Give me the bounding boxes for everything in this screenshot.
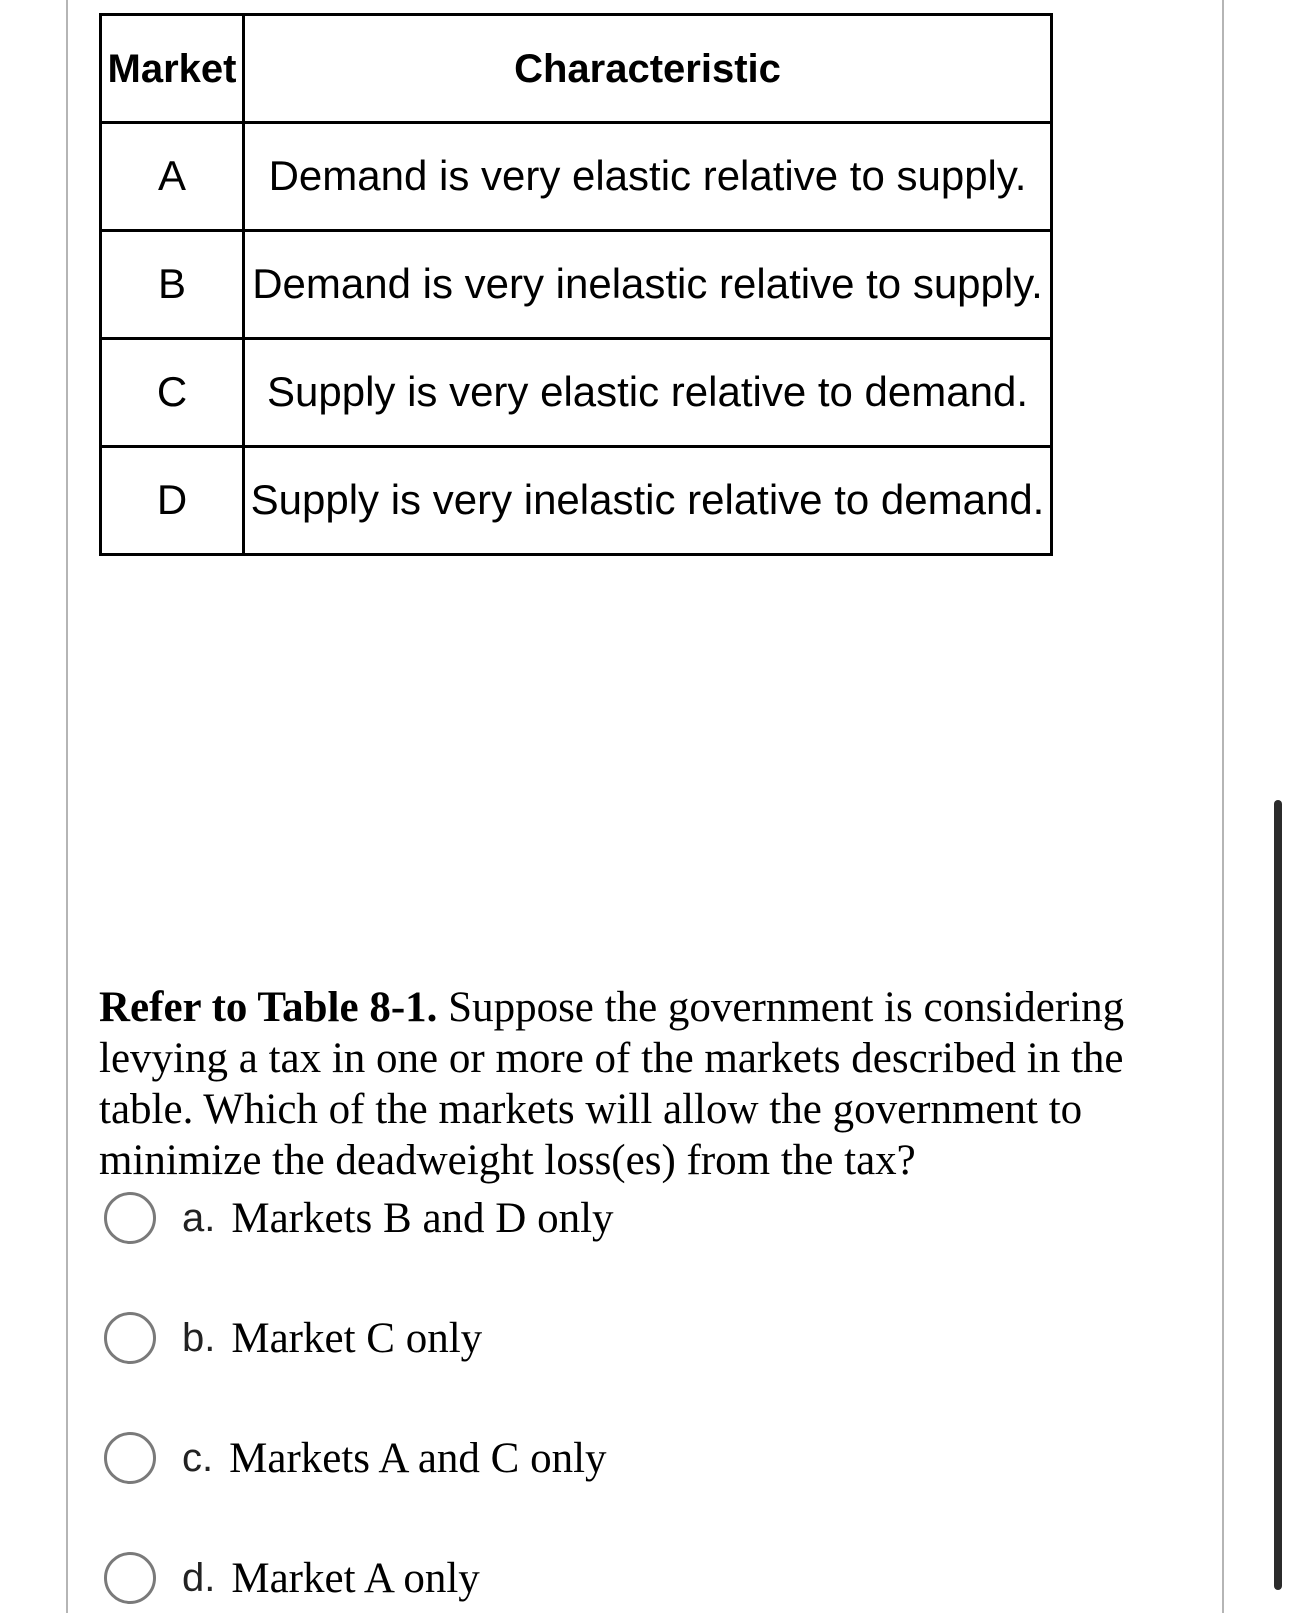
market-cell: C [101,339,244,447]
content-frame-right-border [1222,0,1224,1613]
market-cell: D [101,447,244,555]
radio-button-icon[interactable] [104,1312,156,1364]
table-row [101,447,1052,555]
market-cell: A [101,123,244,231]
question-lead: Refer to Table 8-1. [99,984,438,1031]
radio-button-icon[interactable] [104,1432,156,1484]
option-a[interactable] [104,1188,614,1248]
market-cell: B [101,231,244,339]
market-table [99,13,1053,556]
option-label[interactable]: Markets A and C only [229,1434,607,1482]
option-letter: a. [182,1195,216,1240]
table-row [101,123,1052,231]
radio-button-icon[interactable] [104,1192,156,1244]
option-b[interactable] [104,1308,482,1368]
content-frame-left-border [66,0,68,1613]
characteristic-cell: Supply is very elastic relative to demand. [244,339,1052,447]
radio-button-icon[interactable] [104,1552,156,1604]
question-text [99,982,1169,1186]
characteristic-column-header: Characteristic [244,15,1052,123]
option-d[interactable] [104,1548,480,1608]
market-column-header [101,15,244,123]
option-label[interactable]: Market C only [231,1314,483,1362]
option-label[interactable]: Market A only [231,1554,480,1602]
characteristic-cell: Supply is very inelastic relative to demand. [244,447,1052,555]
option-letter: c. [182,1435,214,1480]
scrollbar[interactable] [1274,800,1282,1590]
market-header-label: Market [107,46,237,91]
option-letter: b. [182,1315,216,1360]
characteristic-cell: Demand is very elastic relative to supply. [244,123,1052,231]
characteristic-cell: Demand is very inelastic relative to supply. [244,231,1052,339]
option-letter: d. [182,1555,216,1600]
table-header-row [101,15,1052,123]
table-row [101,231,1052,339]
question-body: Suppose the government is considering levying a tax in one or more of the markets described in the table. Which of the markets will allow the government to minimize the deadweight loss(es) from the tax? [99,984,1125,1184]
table-row [101,339,1052,447]
option-c[interactable] [104,1428,607,1488]
option-label[interactable]: Markets B and D only [231,1194,614,1242]
